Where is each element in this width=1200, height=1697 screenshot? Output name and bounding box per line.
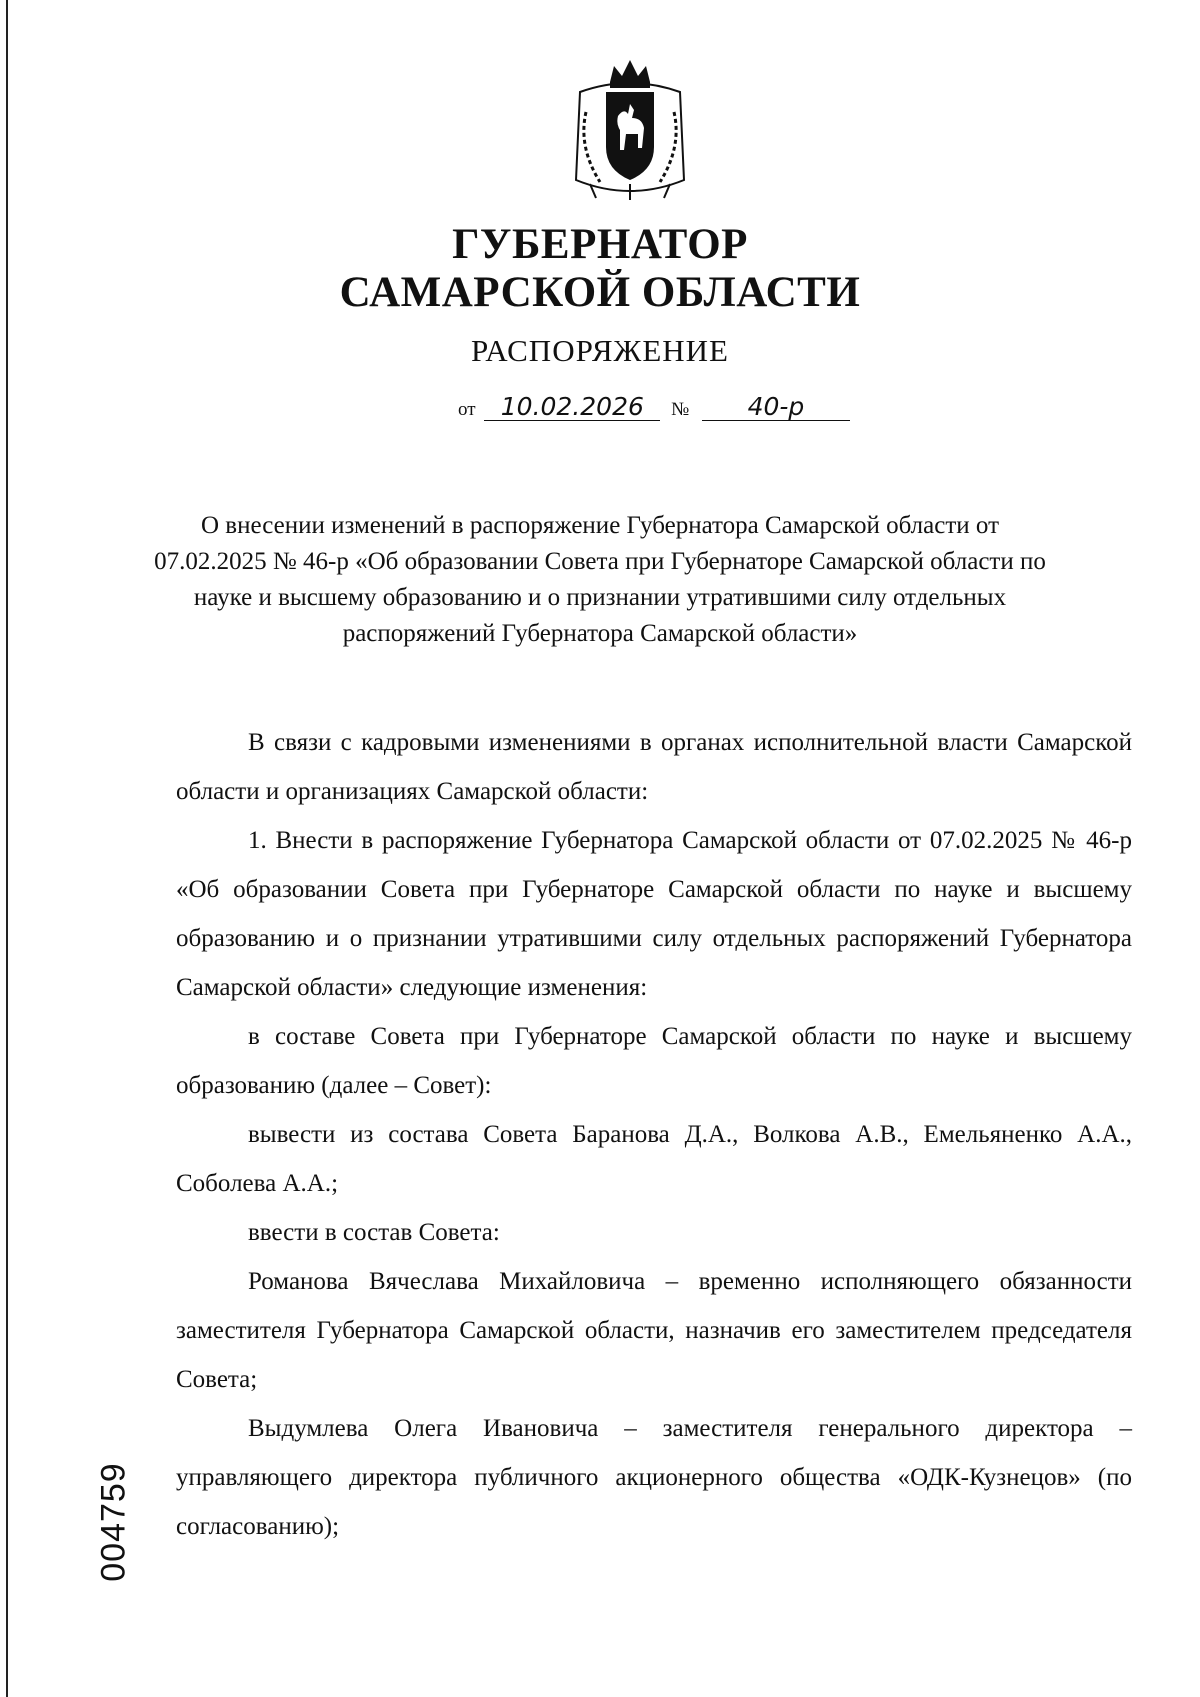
- date-prefix: от: [458, 399, 476, 420]
- issuer-title-line2: САМАРСКОЙ ОБЛАСТИ: [339, 269, 861, 316]
- paragraph: В связи с кадровыми изменениями в органах исполнительной власти Самарской области и организациях Самарской области:: [176, 729, 1132, 805]
- handwritten-number: 40-р: [702, 394, 850, 421]
- paragraph: Выдумлева Олега Ивановича – заместителя генерального директора – управляющего директора публичного акционерного общества «ОДК-Кузнецов» (по согласованию);: [176, 1415, 1132, 1540]
- number-label: №: [671, 399, 690, 420]
- issuer-title-line1: ГУБЕРНАТОР: [452, 221, 748, 268]
- document-heading: О внесении изменений в распоряжение Губернатора Самарской области от 07.02.2025 № 46-р «Об образовании Совета при Губернаторе Самарской области по науке и высшему образованию и о признании утратившими силу отдельных распоряжений Губернатора Самарской области»: [154, 512, 1046, 647]
- samara-coat-of-arms-icon: [570, 52, 690, 202]
- document-type: РАСПОРЯЖЕНИЕ: [471, 333, 729, 368]
- paragraph: в составе Совета при Губернаторе Самарской области по науке и высшему образованию (далее – Совет):: [176, 1023, 1132, 1099]
- paragraph: Романова Вячеслава Михайловича – временно исполняющего обязанности заместителя Губернатора Самарской области, назначив его заместителем председателя Совета;: [176, 1268, 1132, 1393]
- paragraph: 1. Внести в распоряжение Губернатора Самарской области от 07.02.2025 № 46-р «Об образовании Совета при Губернаторе Самарской области по науке и высшему образованию и о признании утратившими силу отдельных распоряжений Губернатора Самарской области» следующие изменения:: [176, 827, 1132, 1001]
- document-body: [176, 718, 1132, 1551]
- paragraph: ввести в состав Совета:: [248, 1219, 500, 1246]
- serial-number-text: 004759: [94, 1462, 133, 1582]
- paragraph: вывести из состава Совета Баранова Д.А., Волкова А.В., Емельяненко А.А., Соболева А.А.;: [176, 1121, 1132, 1197]
- handwritten-date: 10.02.2026: [484, 394, 660, 421]
- date-number-line: [458, 394, 850, 421]
- serial-number: [84, 1432, 144, 1612]
